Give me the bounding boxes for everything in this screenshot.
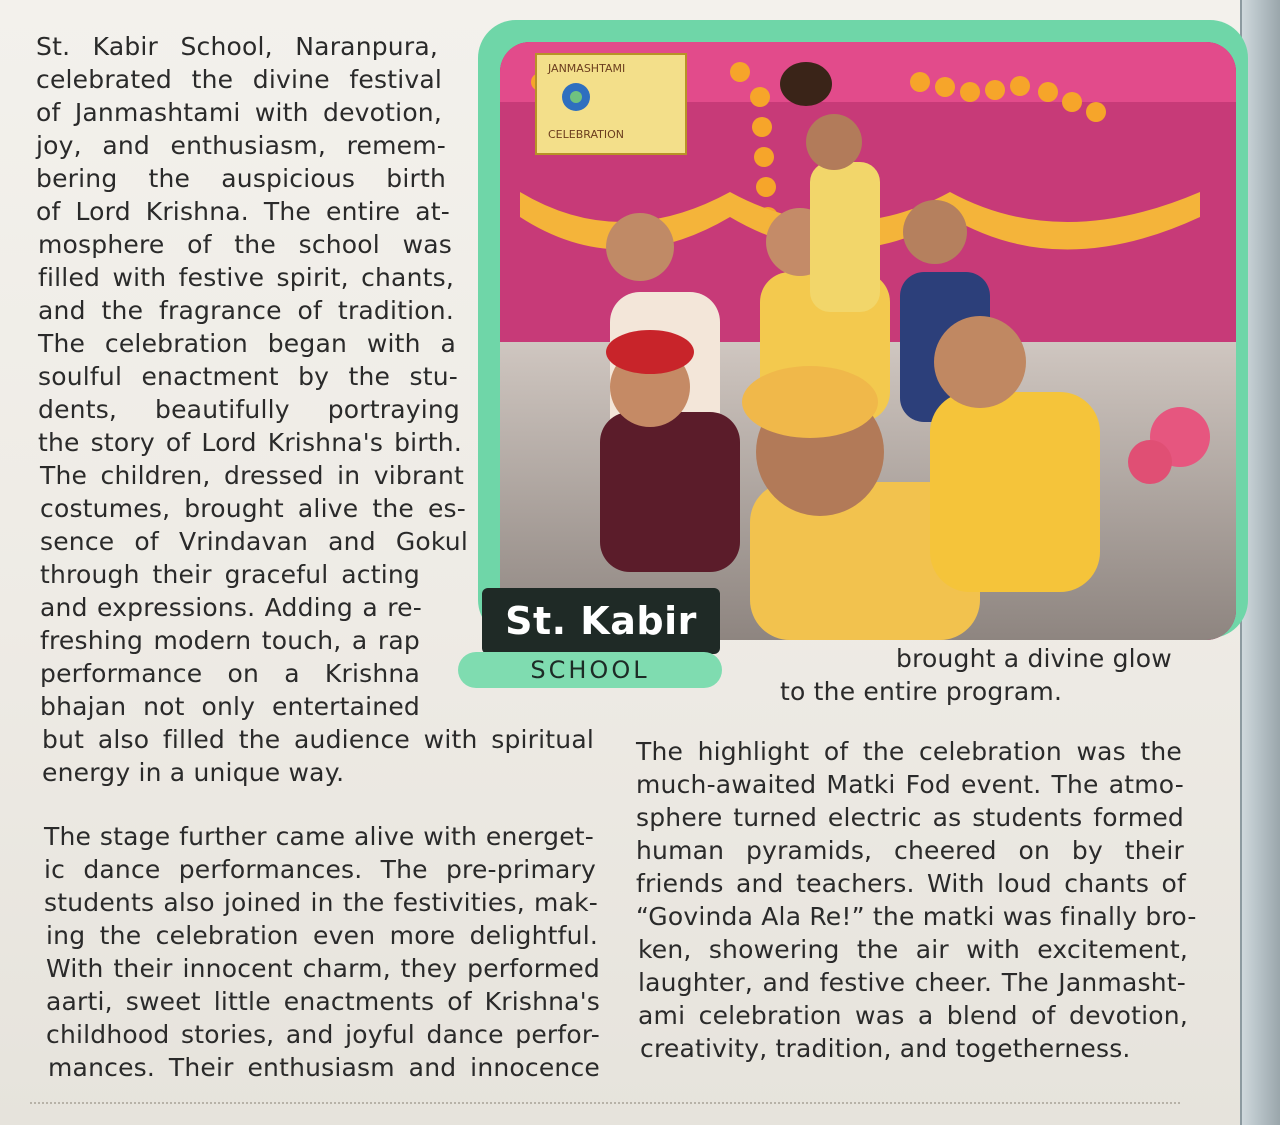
text-line: laughter, and festive cheer. The Janmasht- <box>638 968 1186 997</box>
school-subtitle-badge: SCHOOL <box>458 652 722 688</box>
text-line: ami celebration was a blend of devotion, <box>638 1001 1188 1030</box>
text-line: filled with festive spirit, chants, <box>38 263 454 292</box>
text-line: soulful enactment by the stu- <box>38 362 458 391</box>
text-line: aarti, sweet little enactments of Krishna's <box>46 987 600 1016</box>
text-line: creativity, tradition, and togetherness. <box>640 1034 1131 1063</box>
text-line: performance on a Krishna <box>40 659 420 688</box>
text-line: students also joined in the festivities, mak- <box>44 888 598 917</box>
text-line: bering the auspicious birth <box>36 164 446 193</box>
svg-text:JANMASHTAMI: JANMASHTAMI <box>548 62 626 75</box>
text-line: and the fragrance of tradition. <box>38 296 454 325</box>
text-line: of Lord Krishna. The entire at- <box>36 197 450 226</box>
text-line: dents, beautifully portraying <box>38 395 460 424</box>
matki-pot <box>780 62 832 106</box>
text-line: celebrated the divine festival <box>36 65 442 94</box>
text-line: With their innocent charm, they performed <box>46 954 600 983</box>
text-line: ken, showering the air with excitement, <box>638 935 1188 964</box>
event-photo <box>500 42 1236 640</box>
text-line: joy, and enthusiasm, remem- <box>36 131 446 160</box>
text-line: much-awaited Matki Fod event. The atmo- <box>636 770 1184 799</box>
text-line: energy in a unique way. <box>42 758 345 787</box>
text-line: brought a divine glow <box>896 644 1172 673</box>
text-line: and expressions. Adding a re- <box>40 593 422 622</box>
text-line: “Govinda Ala Re!” the matki was finally bro- <box>636 902 1197 931</box>
school-name-badge: St. Kabir <box>482 588 720 654</box>
text-line: freshing modern touch, a rap <box>40 626 420 655</box>
text-line: sence of Vrindavan and Gokul <box>40 527 468 556</box>
text-line: friends and teachers. With loud chants of <box>636 869 1186 898</box>
text-line: mances. Their enthusiasm and innocence <box>48 1053 600 1082</box>
text-line: human pyramids, cheered on by their <box>636 836 1184 865</box>
text-line: bhajan not only entertained <box>40 692 420 721</box>
text-line: ing the celebration even more delightful. <box>46 921 598 950</box>
text-line: ic dance performances. The pre-primary <box>44 855 596 884</box>
text-line: to the entire program. <box>780 677 1063 706</box>
text-line: St. Kabir School, Naranpura, <box>36 32 438 61</box>
bottom-divider <box>30 1102 1180 1104</box>
text-line: sphere turned electric as students formed <box>636 803 1184 832</box>
celebration-banner <box>536 54 686 154</box>
text-line: The highlight of the celebration was the <box>636 737 1182 766</box>
text-line: through their graceful acting <box>40 560 420 589</box>
text-line: childhood stories, and joyful dance perfor- <box>46 1020 600 1049</box>
svg-text:CELEBRATION: CELEBRATION <box>548 128 624 141</box>
text-line: mosphere of the school was <box>38 230 452 259</box>
text-line: costumes, brought alive the es- <box>40 494 466 523</box>
text-line: but also filled the audience with spiritual <box>42 725 594 754</box>
text-line: of Janmashtami with devotion, <box>36 98 442 127</box>
text-line: The children, dressed in vibrant <box>40 461 464 490</box>
text-line: the story of Lord Krishna's birth. <box>38 428 462 457</box>
text-line: The celebration began with a <box>38 329 456 358</box>
text-line: The stage further came alive with energet- <box>44 822 594 851</box>
